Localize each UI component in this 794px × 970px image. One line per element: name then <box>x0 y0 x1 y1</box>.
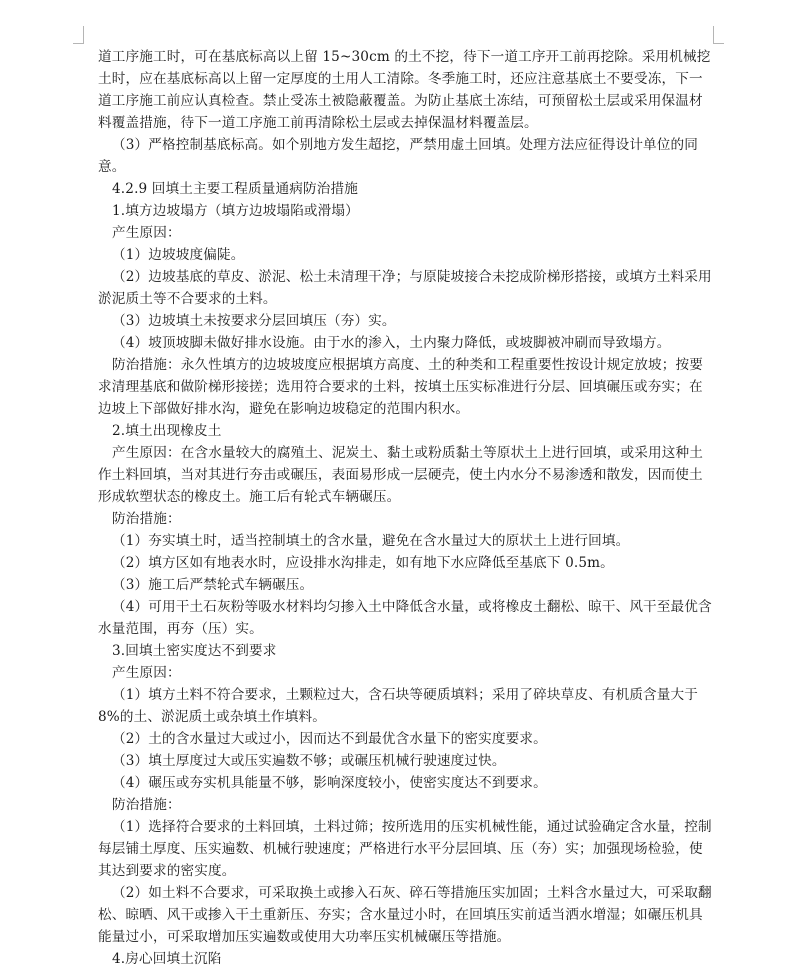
paragraph: 产生原因：在含水量较大的腐殖土、泥炭土、黏土或粉质黏土等原状土上进行回填，或采用这种土作土料回填，当对其进行夯击或碾压，表面易形成一层硬壳，使土内水分不易渗透和散发，因而使土形成软塑状态的橡皮土。施工后有轮式车辆碾压。 <box>98 445 703 505</box>
list-item: （2）填方区如有地表水时，应设排水沟排走，如有地下水应降低至基底下 0.5m。 <box>112 555 614 571</box>
list-item: （2）边坡基底的草皮、淤泥、松土未清理干净；与原陡坡接合未挖成阶梯形搭接，或填方土料采用淤泥质土等不合要求的土料。 <box>98 269 712 307</box>
paragraph: 防治措施：永久性填方的边坡坡度应根据填方高度、土的种类和工程重要性按设计规定放坡；按要求清理基底和做阶梯形接搓；选用符合要求的土料，按填土压实标准进行分层、回填碾压或夯实；在边坡上下部做好排水沟，避免在影响边坡稳定的范围内积水。 <box>98 357 703 417</box>
list-item: （1）边坡坡度偏陡。 <box>112 247 245 263</box>
list-item: （1）选择符合要求的土料回填，土料过筛；按所选用的压实机械性能，通过试验确定含水量，控制每层铺土厚度、压实遍数、机械行驶速度；严格进行水平分层回填、压（夯）实；加强现场检验，使其达到要求的密实度。 <box>98 819 712 879</box>
paragraph: 产生原因： <box>112 665 181 681</box>
section-heading: 4.2.9 回填土主要工程质量通病防治措施 <box>112 181 358 197</box>
list-item: （3）填土厚度过大或压实遍数不够；或碾压机械行驶速度过快。 <box>112 753 506 769</box>
list-item: （3）施工后严禁轮式车辆碾压。 <box>112 577 314 593</box>
list-item: （1）夯实填土时，适当控制填土的含水量，避免在含水量过大的原状土上进行回填。 <box>112 533 630 549</box>
list-item: （2）土的含水量过大或过小，因而达不到最优含水量下的密实度要求。 <box>112 731 547 747</box>
paragraph: （3）严格控制基底标高。如个别地方发生超挖，严禁用虚土回填。处理方法应征得设计单位的同意。 <box>98 137 699 175</box>
paragraph: 防治措施： <box>112 797 181 813</box>
margin-corner-mark-right <box>713 26 724 44</box>
list-item: （4）碾压或夯实机具能量不够，影响深度较小，使密实度达不到要求。 <box>112 775 547 791</box>
margin-corner-mark-left <box>73 26 84 44</box>
subsection-heading: 2.填土出现橡皮土 <box>112 423 222 439</box>
paragraph: 道工序施工时，可在基底标高以上留 15~30cm 的土不挖，待下一道工序开工前再挖除。采用机械挖土时，应在基底标高以上留一定厚度的土用人工清除。冬季施工时，还应注意基底土不要受冻，下一道工序施工前应认真检查。禁止受冻土被隐蔽覆盖。为防止基底土冻结，可预留松土层或采用保温材料覆盖措施，待下一道工序施工前再清除松土层或去掉保温材料覆盖层。 <box>98 49 711 131</box>
list-item: （4）可用干土石灰粉等吸水材料均匀掺入土中降低含水量，或将橡皮土翻松、晾干、风干至最优含水量范围，再夯（压）实。 <box>98 599 712 637</box>
subsection-heading: 1.填方边坡塌方（填方边坡塌陷或滑塌） <box>112 203 359 219</box>
paragraph: 产生原因： <box>112 225 181 241</box>
list-item: （2）如土料不合要求，可采取换土或掺入石灰、碎石等措施压实加固；土料含水量过大，可采取翻松、晾晒、风干或掺入干土重新压、夯实；含水量过小时，在回填压实前适当洒水增湿；如碾压机具能量过小，可采取增加压实遍数或使用大功率压实机械碾压等措施。 <box>98 885 712 945</box>
subsection-heading: 4.房心回填土沉陷 <box>112 951 222 967</box>
paragraph: 防治措施： <box>112 511 181 527</box>
subsection-heading: 3.回填土密实度达不到要求 <box>112 643 277 659</box>
list-item: （3）边坡填土未按要求分层回填压（夯）实。 <box>112 313 396 329</box>
list-item: （1）填方土料不符合要求，土颗粒过大，含石块等硬质填料；采用了碎块草皮、有机质含量大于 8%的土、淤泥质土或杂填土作填料。 <box>98 687 699 725</box>
list-item: （4）坡顶坡脚未做好排水设施。由于水的渗入，土内聚力降低，或坡脚被冲刷而导致塌方。 <box>112 335 671 351</box>
document-body <box>98 46 716 970</box>
